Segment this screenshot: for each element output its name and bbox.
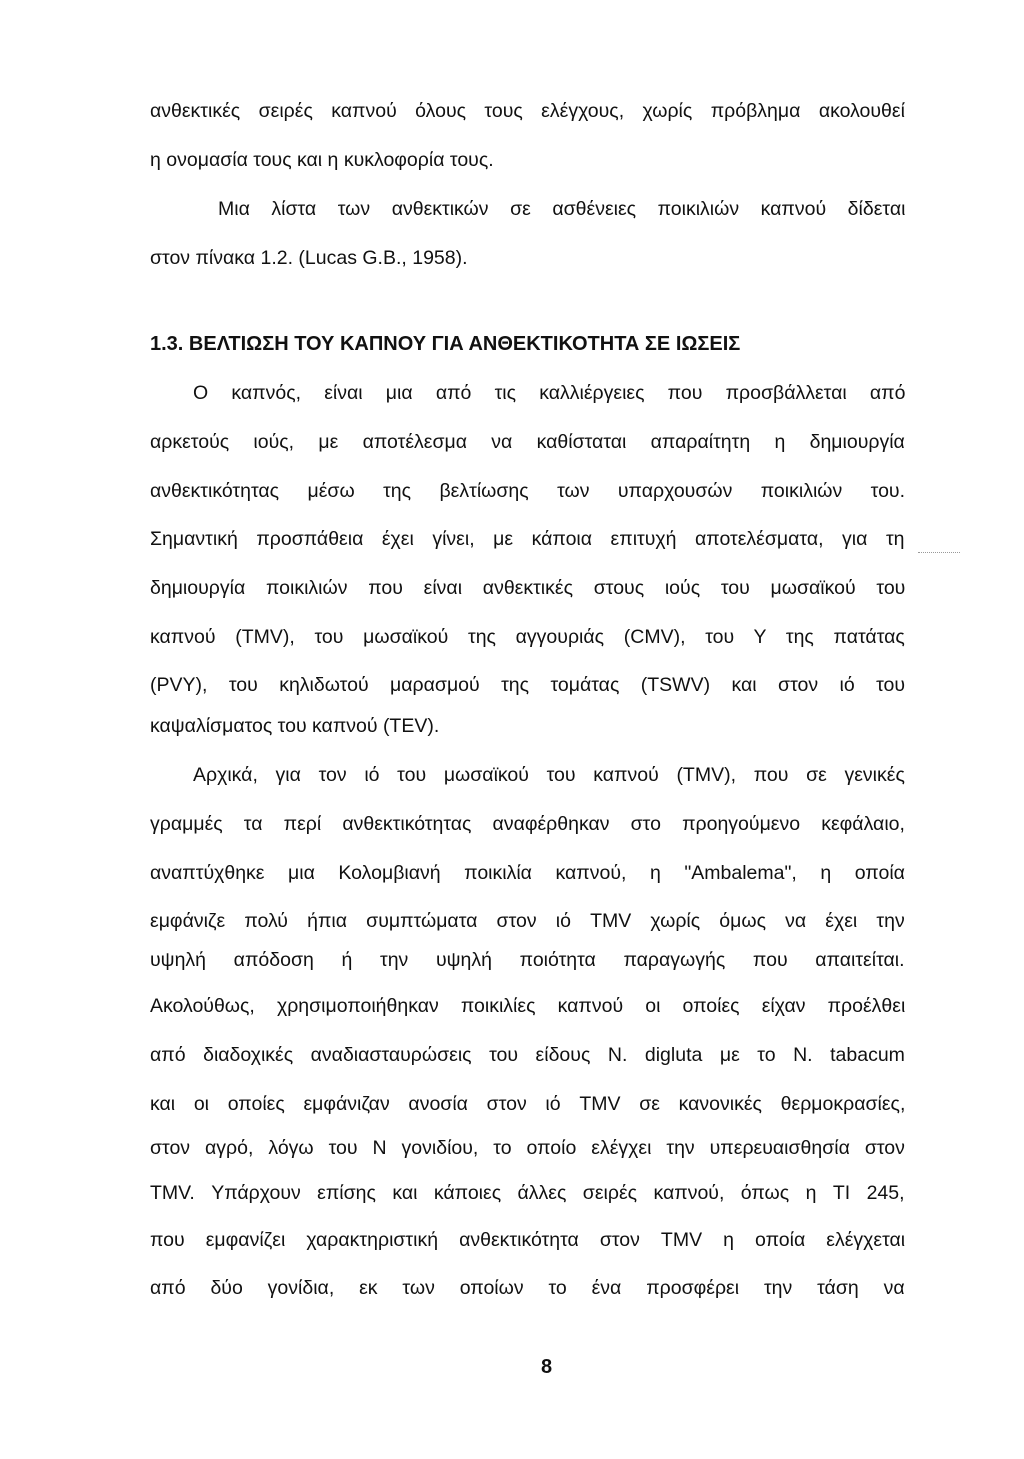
text-line: καπνού (TMV), του μωσαϊκού της αγγουριάς (CMV), του Υ της πατάτας (150, 626, 905, 648)
text-line: Σημαντική προσπάθεια έχει γίνει, με κάποια επιτυχή αποτελέσματα, για τη (150, 528, 905, 550)
text-line: στον πίνακα 1.2. (Lucas G.B., 1958). (150, 247, 468, 269)
text-line: δημιουργία ποικιλιών που είναι ανθεκτικές στους ιούς του μωσαϊκού του (150, 577, 906, 599)
text-line: εμφάνιζε πολύ ήπια συμπτώματα στον ιό TMV χωρίς όμως να έχει την (150, 910, 905, 932)
text-line: η ονομασία τους και η κυκλοφορία τους. (150, 149, 494, 171)
text-line: ανθεκτικές σειρές καπνού όλους τους ελέγχους, χωρίς πρόβλημα ακολουθεί (150, 100, 905, 122)
text-line: Ο καπνός, είναι μια από τις καλλιέργειες που προσβάλλεται από (193, 382, 906, 404)
text-line: Ακολούθως, χρησιμοποιήθηκαν ποικιλίες καπνού οι οποίες είχαν προέλθει (150, 995, 906, 1017)
text-line: αναπτύχθηκε μια Κολομβιανή ποικιλία καπνού, η "Ambalema", η οποία (150, 862, 905, 884)
text-line: και οι οποίες εμφάνιζαν ανοσία στον ιό TMV σε κανονικές θερμοκρασίες, (150, 1093, 906, 1115)
page-number: 8 (541, 1356, 553, 1378)
text-line: TMV. Υπάρχουν επίσης και κάποιες άλλες σειρές καπνού, όπως η TI 245, (150, 1182, 905, 1204)
text-line: καψαλίσματος του καπνού (TEV). (150, 715, 440, 737)
text-line: στον αγρό, λόγω του Ν γονιδίου, το οποίο ελέγχει την υπερευαισθησία στον (150, 1137, 905, 1159)
text-line: που εμφανίζει χαρακτηριστική ανθεκτικότητα στον TMV η οποία ελέγχεται (150, 1229, 906, 1251)
text-line: (PVY), του κηλιδωτού μαρασμού της τομάτας (TSWV) και στον ιό του (150, 674, 906, 696)
scan-speck (918, 552, 960, 555)
text-line: ανθεκτικότητας μέσω της βελτίωσης των υπαρχουσών ποικιλιών του. (150, 480, 906, 502)
text-line: αρκετούς ιούς, με αποτέλεσμα να καθίσταται απαραίτητη η δημιουργία (150, 431, 905, 453)
text-line: γραμμές τα περί ανθεκτικότητας αναφέρθηκαν στο προηγούμενο κεφάλαιο, (150, 813, 905, 835)
section-heading: 1.3. ΒΕΛΤΙΩΣΗ ΤΟΥ ΚΑΠΝΟΥ ΓΙΑ ΑΝΘΕΚΤΙΚΟΤΗΤΑ ΣΕ ΙΩΣΕΙΣ (150, 333, 741, 355)
text-line: Μια λίστα των ανθεκτικών σε ασθένειες ποικιλιών καπνού δίδεται (218, 198, 906, 220)
text-line: Αρχικά, για τον ιό του μωσαϊκού του καπνού (TMV), που σε γενικές (193, 764, 905, 786)
text-line: από διαδοχικές αναδιασταυρώσεις του είδους N. digluta με το N. tabacum (150, 1044, 905, 1066)
text-line: από δύο γονίδια, εκ των οποίων το ένα προσφέρει την τάση να (150, 1277, 905, 1299)
text-line: υψηλή απόδοση ή την υψηλή ποιότητα παραγωγής που απαιτείται. (150, 949, 905, 971)
